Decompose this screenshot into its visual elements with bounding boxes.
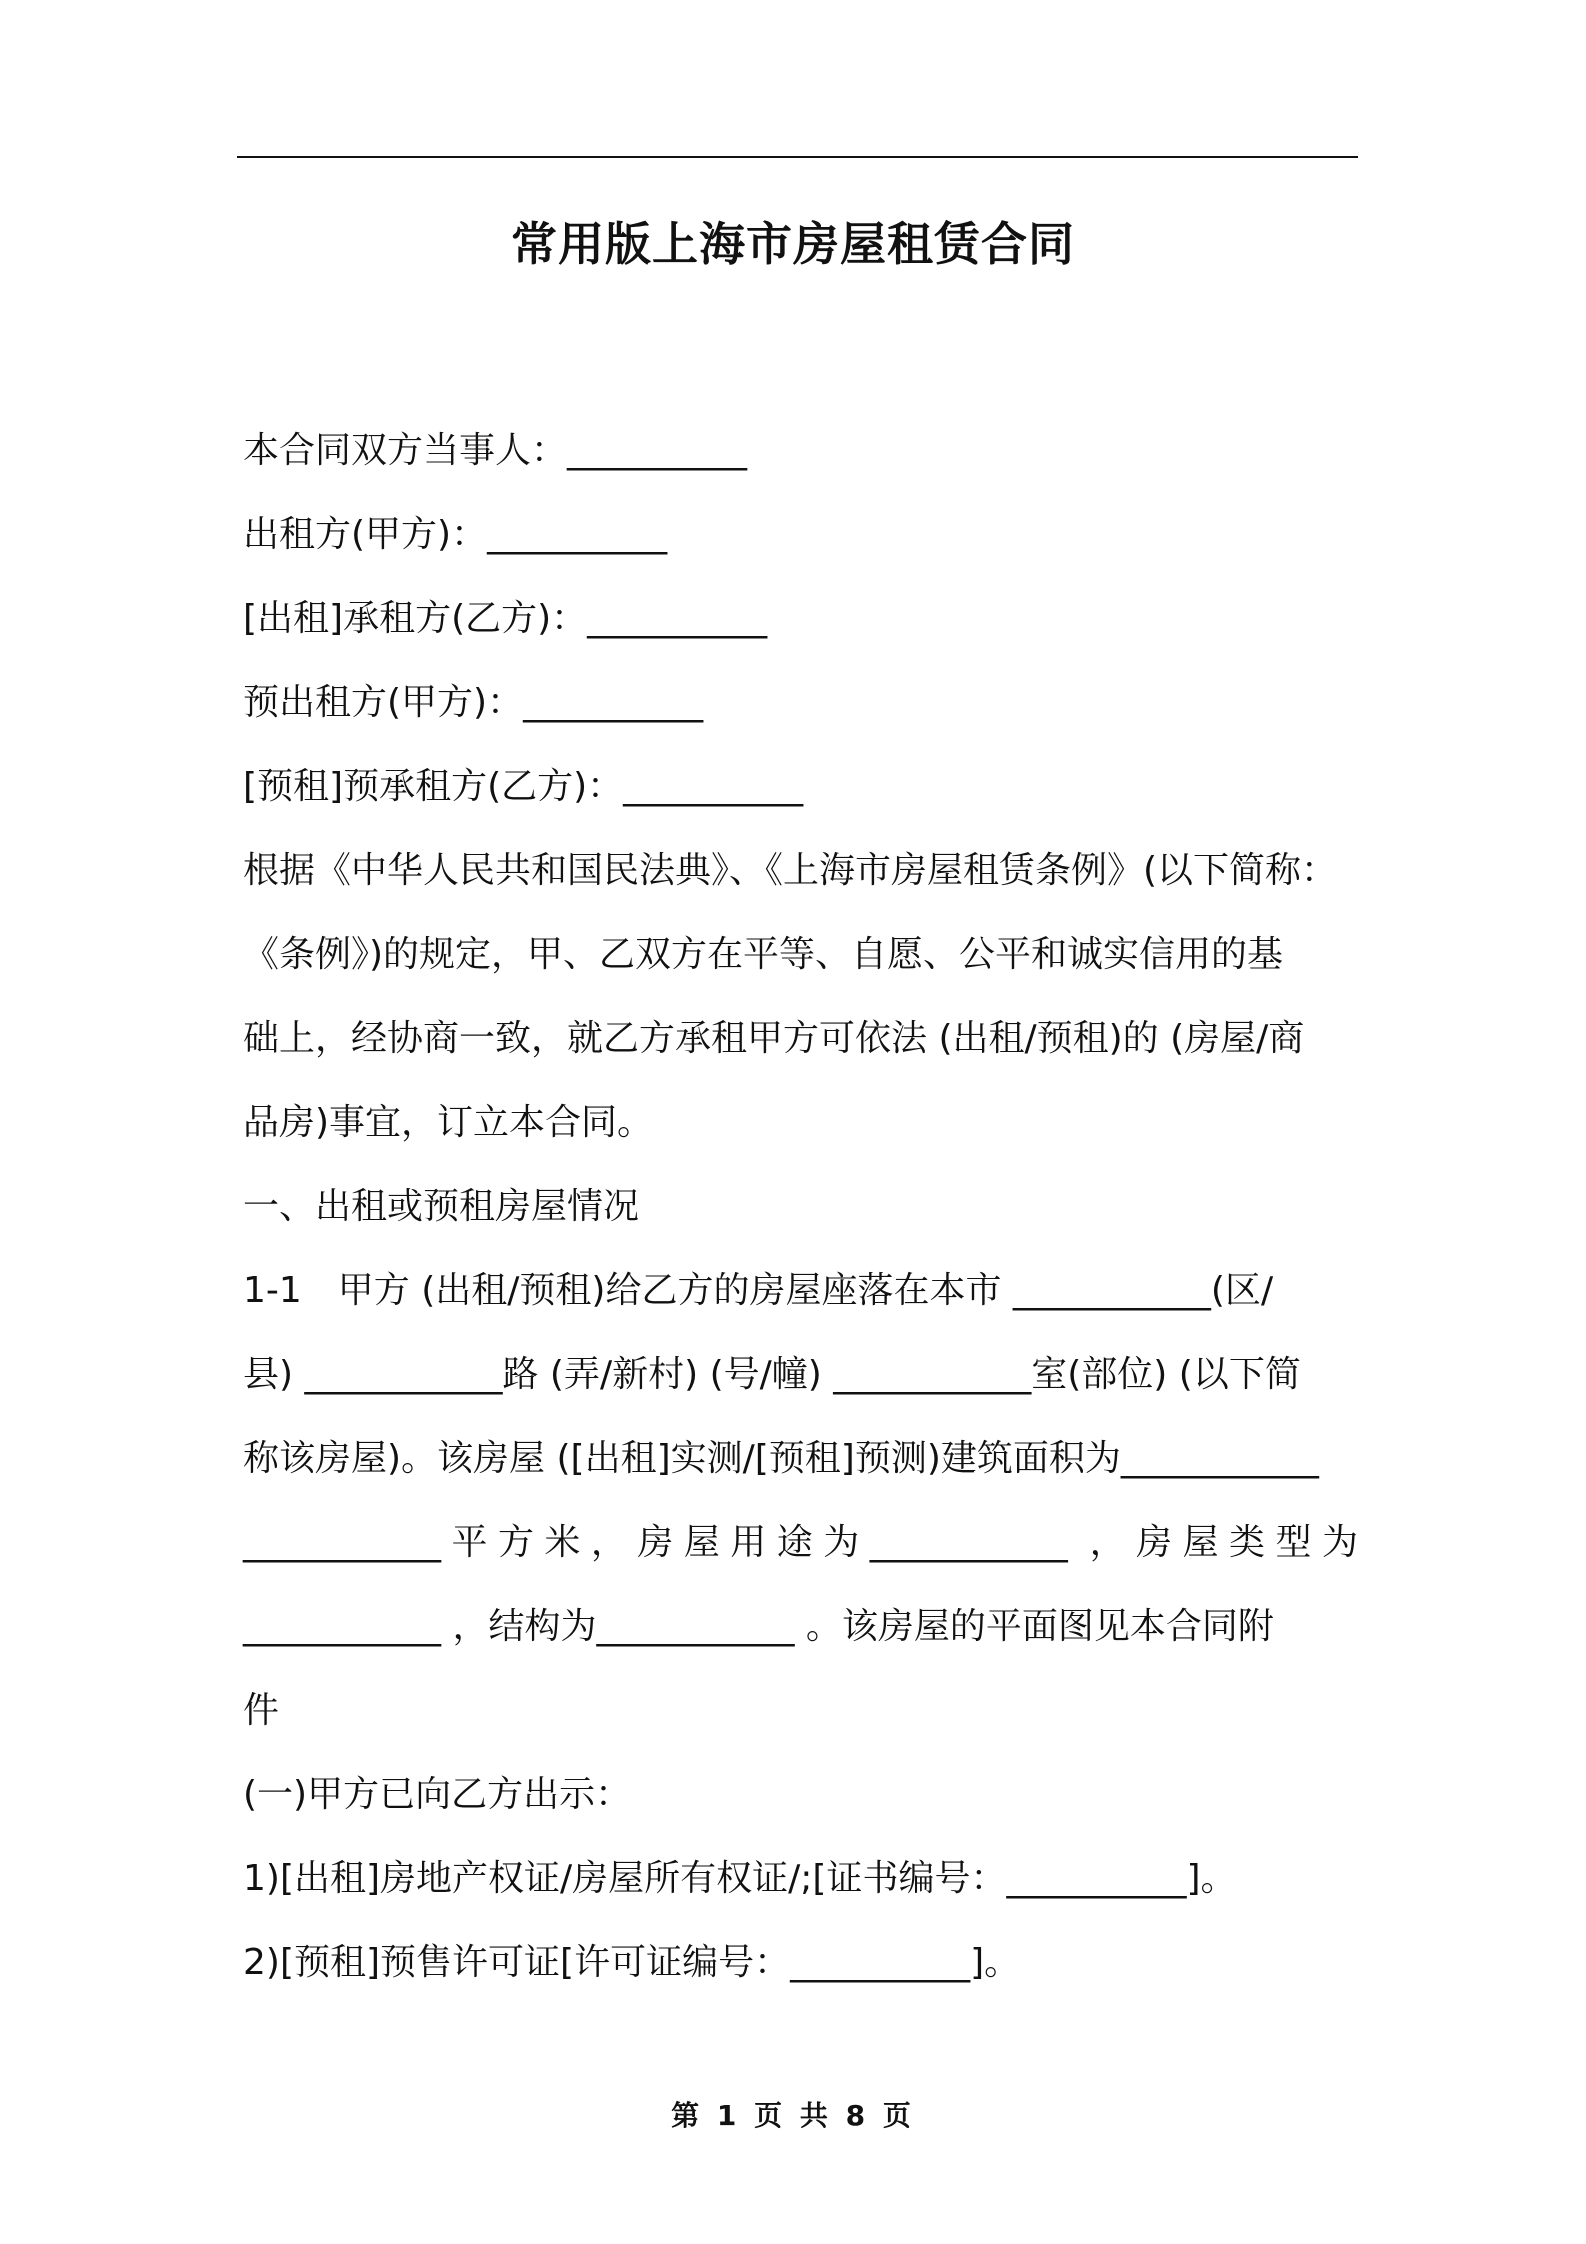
paragraph-line: [预租]预承租方(乙方)：__________ xyxy=(243,766,804,807)
paragraph-line: 件 xyxy=(243,1690,280,1731)
paragraph-line: 本合同双方当事人：__________ xyxy=(243,430,748,471)
paragraph-line: 品房)事宜，订立本合同。 xyxy=(243,1102,654,1143)
paragraph-line: 县) ___________路 (弄/新村) (号/幢) ___________室(部位) (以下简 xyxy=(243,1354,1301,1395)
section-heading: 一、出租或预租房屋情况 xyxy=(243,1186,640,1227)
paragraph-line: 《条例》)的规定，甲、乙双方在平等、自愿、公平和诚实信用的基 xyxy=(243,934,1284,975)
paragraph-line: 2)[预租]预售许可证[许可证编号：__________]。 xyxy=(243,1942,1021,1983)
document-body xyxy=(243,409,1358,2005)
header-rule xyxy=(237,156,1358,158)
paragraph-line: 预出租方(甲方)：__________ xyxy=(243,682,704,723)
paragraph-line: 1-1 甲方 (出租/预租)给乙方的房屋座落在本市 ___________(区/ xyxy=(243,1270,1274,1311)
paragraph-line: ___________平方米，房屋用途为___________ ，房屋类型为 xyxy=(243,1522,1358,1563)
paragraph-line: (一)甲方已向乙方出示： xyxy=(243,1774,632,1815)
paragraph-line: ___________ ，结构为___________ 。该房屋的平面图见本合同附 xyxy=(243,1606,1274,1647)
paragraph-line: 础上，经协商一致，就乙方承租甲方可依法 (出租/预租)的 (房屋/商 xyxy=(243,1018,1305,1059)
paragraph-line: 根据《中华人民共和国民法典》、《上海市房屋租赁条例》(以下简称： xyxy=(243,850,1338,891)
paragraph-line: 1)[出租]房地产权证/房屋所有权证/;[证书编号：__________]。 xyxy=(243,1858,1237,1899)
paragraph-line: [出租]承租方(乙方)：__________ xyxy=(243,598,768,639)
document-title: 常用版上海市房屋租赁合同 xyxy=(511,217,1075,271)
paragraph-line: 出租方(甲方)：__________ xyxy=(243,514,668,555)
page-number: 第 1 页 共 8 页 xyxy=(671,2099,915,2132)
paragraph-line: 称该房屋)。该房屋 ([出租]实测/[预租]预测)建筑面积为___________ xyxy=(243,1438,1319,1479)
